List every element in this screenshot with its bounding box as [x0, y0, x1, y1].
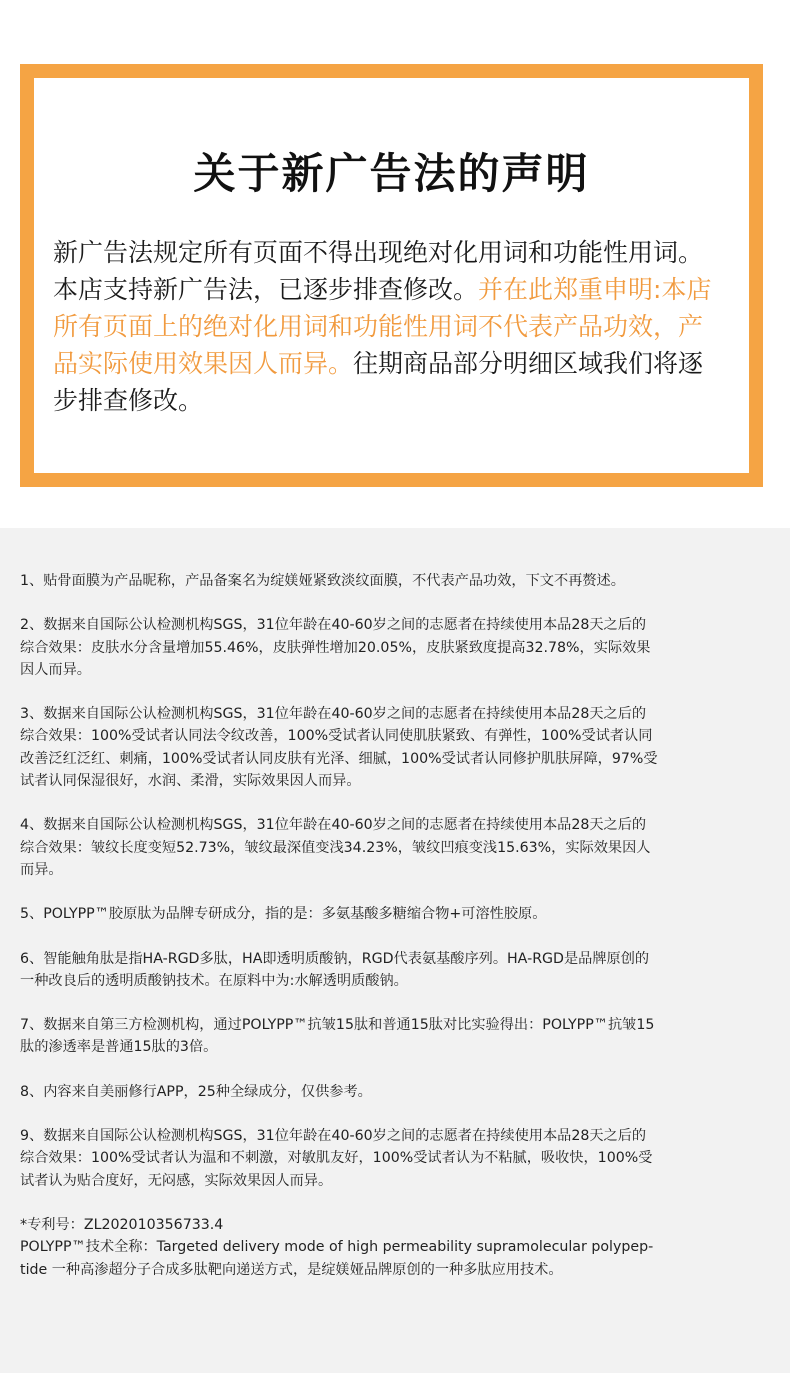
- notice-highlight-text: 品实际使用效果因人而异。: [53, 349, 354, 378]
- footnote-line: 综合效果：100%受试者认同法令纹改善，100%受试者认同使肌肤紧致、有弹性，100%受试者认同: [20, 728, 653, 745]
- footnote-1: [20, 570, 770, 592]
- notice-body: [53, 234, 733, 419]
- footnotes-list: [20, 570, 770, 1281]
- footnote-line: 肽的渗透率是普通15肽的3倍。: [20, 1039, 218, 1056]
- patent-description: POLYPP™技术全称：Targeted delivery mode of high permeability supramolecular polypep-: [20, 1239, 654, 1256]
- footnote-9: [20, 1125, 770, 1192]
- footnote-5: [20, 903, 770, 925]
- footnote-3: [20, 703, 770, 792]
- footnote-8: [20, 1081, 770, 1103]
- footnote-4: [20, 814, 770, 881]
- notice-text: 往期商品部分明细区域我们将逐: [353, 349, 704, 378]
- footnote-line: 试者认同保湿很好，水润、柔滑，实际效果因人而异。: [20, 773, 361, 790]
- footnote-line: 8、内容来自美丽修行APP，25种全绿成分，仅供参考。: [20, 1083, 372, 1100]
- footnote-line: 9、数据来自国际公认检测机构SGS，31位年龄在40-60岁之间的志愿者在持续使用本品28天之后的: [20, 1128, 647, 1145]
- notice-line: [53, 345, 733, 382]
- footnote-line: 1、贴骨面膜为产品昵称，产品备案名为绽媄娅紧致淡纹面膜，不代表产品功效，下文不再赘述。: [20, 573, 625, 589]
- notice-text: 步排查修改。: [53, 386, 204, 415]
- notice-line: [53, 234, 733, 271]
- footnote-line: 5、POLYPP™胶原肽为品牌专研成分，指的是：多氨基酸多糖缩合物+可溶性胶原。: [20, 906, 547, 923]
- footnote-line: 因人而异。: [20, 661, 91, 678]
- footnote-line: 2、数据来自国际公认检测机构SGS，31位年龄在40-60岁之间的志愿者在持续使用本品28天之后的: [20, 617, 647, 634]
- notice-highlight-text: 并在此郑重申明:本店: [478, 275, 712, 304]
- patent-number: *专利号：ZL202010356733.4: [20, 1216, 224, 1233]
- footnote-line: 而异。: [20, 861, 63, 878]
- notice-section: [0, 0, 790, 528]
- notice-line: [53, 271, 733, 308]
- notice-line: [53, 382, 733, 419]
- footnote-line: 一种改良后的透明质酸钠技术。在原料中为:水解透明质酸钠。: [20, 972, 408, 989]
- notice-line: [53, 308, 733, 345]
- notice-frame: [20, 64, 763, 487]
- notice-highlight-text: 所有页面上的绝对化用词和功能性用词不代表产品功效，产: [53, 312, 704, 341]
- notice-title: 关于新广告法的声明: [193, 149, 590, 198]
- patent-description: tide 一种高渗超分子合成多肽靶向递送方式，是绽媄娅品牌原创的一种多肽应用技术。: [20, 1261, 563, 1278]
- footnote-line: 3、数据来自国际公认检测机构SGS，31位年龄在40-60岁之间的志愿者在持续使用本品28天之后的: [20, 706, 647, 723]
- footnote-line: 6、智能触角肽是指HA-RGD多肽，HA即透明质酸钠，RGD代表氨基酸序列。HA-RGD是品牌原创的: [20, 950, 650, 967]
- patent-info: [20, 1214, 770, 1281]
- footnote-6: [20, 948, 770, 993]
- footnote-2: [20, 614, 770, 681]
- footnote-line: 试者认为贴合度好，无闷感，实际效果因人而异。: [20, 1172, 333, 1189]
- footnote-7: [20, 1014, 770, 1059]
- notice-text: 本店支持新广告法，已逐步排查修改。: [53, 275, 479, 304]
- footnote-line: 综合效果：皮肤水分含量增加55.46%，皮肤弹性增加20.05%，皮肤紧致度提高32.78%，实际效果: [20, 639, 651, 656]
- footnote-line: 7、数据来自第三方检测机构，通过POLYPP™抗皱15肽和普通15肽对比实验得出：POLYPP™抗皱15: [20, 1017, 655, 1034]
- notice-text: 新广告法规定所有页面不得出现绝对化用词和功能性用词。: [53, 238, 704, 267]
- footnote-line: 综合效果：皱纹长度变短52.73%，皱纹最深值变浅34.23%，皱纹凹痕变浅15.63%，实际效果因人: [20, 839, 651, 856]
- footnotes-section: [0, 528, 790, 1373]
- footnote-line: 改善泛红泛红、刺痛，100%受试者认同皮肤有光泽、细腻，100%受试者认同修护肌肤屏障，97%受: [20, 750, 658, 767]
- footnote-line: 4、数据来自国际公认检测机构SGS，31位年龄在40-60岁之间的志愿者在持续使用本品28天之后的: [20, 817, 647, 834]
- footnote-line: 综合效果：100%受试者认为温和不刺激，对敏肌友好，100%受试者认为不粘腻，吸收快，100%受: [20, 1150, 653, 1167]
